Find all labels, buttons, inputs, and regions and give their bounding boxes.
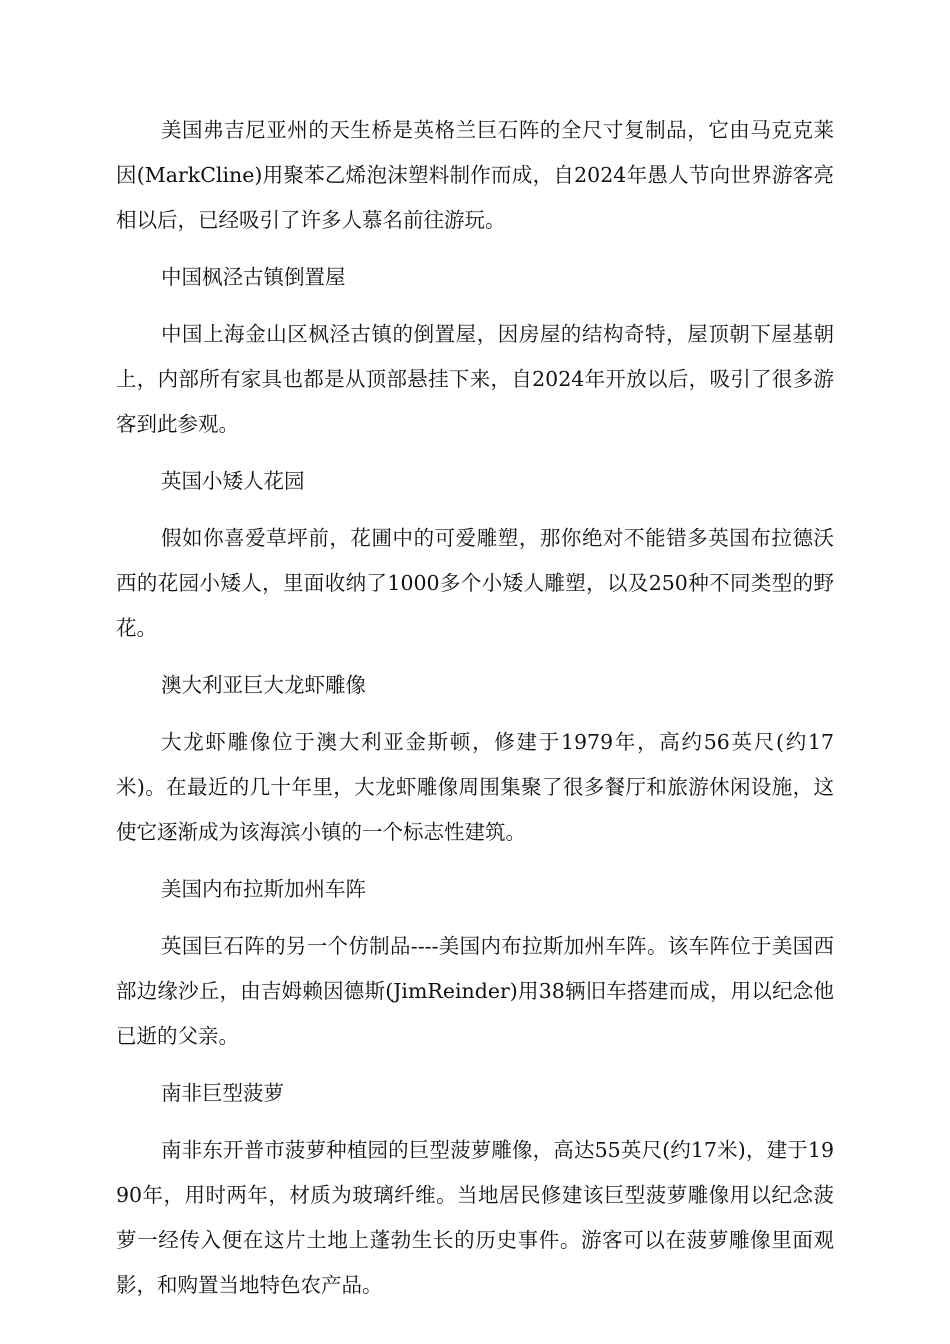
heading-big-lobster: 澳大利亚巨大龙虾雕像: [161, 673, 366, 697]
heading-fengjing-upside-down-house: 中国枫泾古镇倒置屋: [161, 265, 346, 289]
paragraph-fengjing-upside-down-house: 中国上海金山区枫泾古镇的倒置屋，因房屋的结构奇特，屋顶朝下屋基朝上，内部所有家具也都是从顶部悬挂下来，自2024年开放以后，吸引了很多游客到此参观。: [116, 322, 834, 436]
paragraph-big-lobster: 大龙虾雕像位于澳大利亚金斯顿，修建于1979年，高约56英尺(约17米)。在最近的几十年里，大龙虾雕像周围集聚了很多餐厅和旅游休闲设施，这使它逐渐成为该海滨小镇的一个标志性建筑。: [116, 730, 834, 844]
paragraph-big-pineapple: 南非东开普市菠萝种植园的巨型菠萝雕像，高达55英尺(约17米)，建于1990年，用时两年，材质为玻璃纤维。当地居民修建该巨型菠萝雕像用以纪念菠萝一经传入便在这片土地上蓬勃生长的历史事件。游客可以在菠萝雕像里面观影，和购置当地特色农产品。: [116, 1138, 834, 1297]
paragraph-gnome-garden: 假如你喜爱草坪前，花圃中的可爱雕塑，那你绝对不能错多英国布拉德沃西的花园小矮人，里面收纳了1000多个小矮人雕塑，以及250种不同类型的野花。: [116, 526, 834, 640]
document-page: [116, 108, 834, 1320]
heading-big-pineapple: 南非巨型菠萝: [161, 1081, 284, 1105]
heading-gnome-garden: 英国小矮人花园: [161, 469, 305, 493]
heading-carhenge: 美国内布拉斯加州车阵: [161, 877, 366, 901]
paragraph-carhenge: 英国巨石阵的另一个仿制品----美国内布拉斯加州车阵。该车阵位于美国西部边缘沙丘，由吉姆赖因德斯(JimReinder)用38辆旧车搭建而成，用以纪念他已逝的父亲。: [116, 934, 834, 1048]
paragraph-stonehenge-replica: 美国弗吉尼亚州的天生桥是英格兰巨石阵的全尺寸复制品，它由马克克莱因(MarkCline)用聚苯乙烯泡沫塑料制作而成，自2024年愚人节向世界游客亮相以后，已经吸引了许多人慕名前往游玩。: [116, 118, 834, 232]
